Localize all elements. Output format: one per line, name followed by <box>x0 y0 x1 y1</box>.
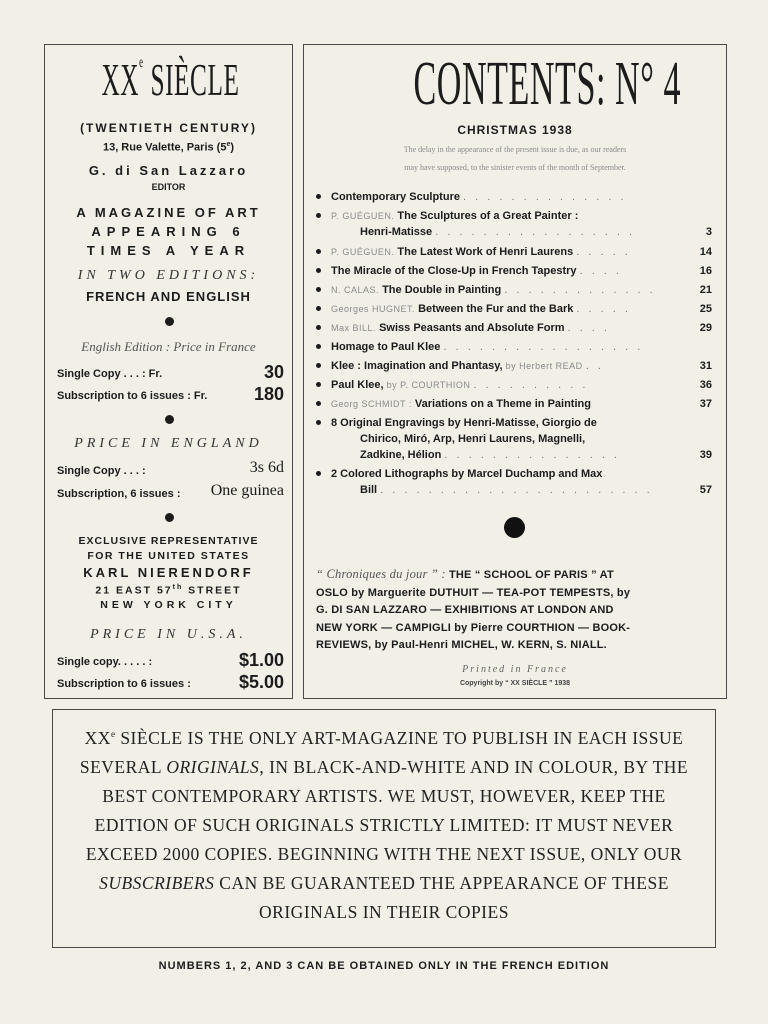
bullet <box>316 344 321 349</box>
separator-dot <box>165 317 174 326</box>
bullet <box>316 287 321 292</box>
delay-notice-line-1: The delay in the appearance of the present issue is due, as our readers <box>403 145 627 154</box>
england-single-copy: Single Copy . . . : 3s 6d <box>57 459 284 477</box>
bullet <box>316 401 321 406</box>
rep-name: KARL NIERENDORF <box>83 565 254 580</box>
about-line-1: A MAGAZINE OF ART <box>76 205 261 220</box>
bullet <box>316 249 321 254</box>
rep-address: 21 EAST 57th STREET <box>95 584 242 597</box>
usa-single-copy: Single copy. . . . . : $1.00 <box>57 650 284 670</box>
france-price-heading: English Edition : Price in France <box>81 339 256 354</box>
ornament-dot <box>504 517 525 538</box>
bullet <box>316 363 321 368</box>
copyright: Copyright by “ XX SIÈCLE ” 1938 <box>459 680 571 687</box>
france-subscription: Subscription to 6 issues : Fr. 180 <box>57 384 284 404</box>
france-single-copy: Single Copy . . . : Fr. 30 <box>57 362 284 382</box>
chroniques-section: “ Chroniques du jour ” : THE “ SCHOOL OF PARIS ” AT OSLO by Marguerite DUTHUIT — TEA-POT TEMPESTS, by G. DI SAN LAZZARO — EXHIBITIONS AT LONDON AND NEW YORK — CAMPIGLI by Pierre COURTHION — BOOK- REVIEWS, by Paul-Henri MICHEL, W. KERN, S. NIALL. <box>316 567 631 651</box>
editor-name: G. di San Lazzaro <box>88 163 249 178</box>
rep-city: NEW YORK CITY <box>100 599 237 611</box>
bullet <box>316 325 321 330</box>
contents-panel: CONTENTS: N° 4 CHRISTMAS 1938 The delay in the appearance of the present issue is due, as our readers may have supposed, to the sinister events of the month of September. Contemporary Sculpture . . . . . . . . . . . . . . P. GUÉGUEN. The Sculptures of a Great Painter : Henri-Matisse . . . . . . . . . . . . . . . . . 3 P. GUÉGUEN. The Latest Work of Henri Laurens . . . . . 14 The Miracle of the Close-Up in French Tapestry . . . . 16 N. CALAS. The Double in Painting . . . . . . . . . . . . . 21 Georges HUGNET. Between the Fur and the Bark . . . . . 25 Max BILL. Swiss Peasants and Absolute Form . . . . 29 Homage to Paul Klee . . . . . . . . . . . . . . . . . Klee : Imagination and Phantasy, by Herbert READ . . 31 Paul Klee, by P. COURTHION . . . . . . . . . . 36 Georg SCHMIDT : Variations on a Theme in Painting 37 8 Original Engravings by Henri-Matisse, Giorgio de Chirico, Miró, Arp, Henri Laurens, Magnelli, Zadkine, Hélion . . . . . . . . . . . . . . . 39 2 Colored Lithographs by Marcel Duchamp and Max Bill . . . . . . . . . . . . . . . . . . . . . . . 57 “ Chroniques du jour ” : THE “ SCHOOL OF PARIS ” AT OSLO by Marguerite DUTHUIT — TEA-POT TEMPESTS, by G. DI SAN LAZZARO — EXHIBITIONS AT LONDON AND NEW YORK — CAMPIGLI by Pierre COURTHION — BOOK- REVIEWS, by Paul-Henri MICHEL, W. KERN, S. NIALL. Printed in France Copyright by “ XX SIÈCLE ” 1938 <box>303 44 727 699</box>
editor-role: EDITOR <box>151 182 186 192</box>
originals-notice-text: XXe SIÈCLE IS THE ONLY ART-MAGAZINE TO PUBLISH IN EACH ISSUE SEVERAL ORIGINALS, IN BLACK-AND-WHITE AND IN COLOUR, BY THE BEST CONTEMPORARY ARTISTS. WE MUST, HOWEVER, KEEP THE EDITION OF SUCH ORIGINALS STRICTLY LIMITED: IT MUST NEVER EXCEED 2000 COPIES. BEGINNING WITH THE NEXT ISSUE, ONLY OUR SUBSCRIBERS CAN BE GUARANTEED THE APPEARANCE OF THESE ORIGINALS IN THEIR COPIES <box>79 727 689 922</box>
bullet <box>316 420 321 425</box>
bullet <box>316 268 321 273</box>
about-line-2: APPEARING 6 <box>91 224 246 239</box>
originals-notice-panel <box>52 709 716 948</box>
bullet <box>316 194 321 199</box>
rep-line-2: FOR THE UNITED STATES <box>87 550 250 562</box>
usa-subscription: Subscription to 6 issues : $5.00 <box>57 672 284 692</box>
rep-line-1: EXCLUSIVE REPRESENTATIVE <box>78 535 259 547</box>
footer-note: NUMBERS 1, 2, AND 3 CAN BE OBTAINED ONLY IN THE FRENCH EDITION <box>158 960 610 972</box>
usa-price-heading: PRICE IN U.S.A. <box>90 627 247 642</box>
bullet <box>316 213 321 218</box>
about-line-3: TIMES A YEAR <box>86 243 251 258</box>
masthead-panel <box>44 44 293 699</box>
england-subscription: Subscription, 6 issues : One guinea <box>57 482 284 500</box>
bullet <box>316 471 321 476</box>
contents-title: CONTENTS: N° 4 <box>413 50 682 118</box>
printed-in: Printed in France <box>462 664 568 675</box>
delay-notice-line-2: may have supposed, to the sinister events of the month of September. <box>404 163 626 172</box>
editions-list: FRENCH AND ENGLISH <box>86 289 251 304</box>
magazine-title: XXe SIÈCLE <box>101 54 240 105</box>
england-price-heading: PRICE IN ENGLAND <box>74 436 263 451</box>
address: 13, Rue Valette, Paris (5e) <box>102 141 235 154</box>
separator-dot <box>165 415 174 424</box>
bullet <box>316 306 321 311</box>
separator-dot <box>165 513 174 522</box>
magazine-subtitle: (TWENTIETH CENTURY) <box>80 121 257 135</box>
issue-date: CHRISTMAS 1938 <box>457 123 573 137</box>
bullet <box>316 382 321 387</box>
editions-heading: IN TWO EDITIONS: <box>77 268 260 283</box>
